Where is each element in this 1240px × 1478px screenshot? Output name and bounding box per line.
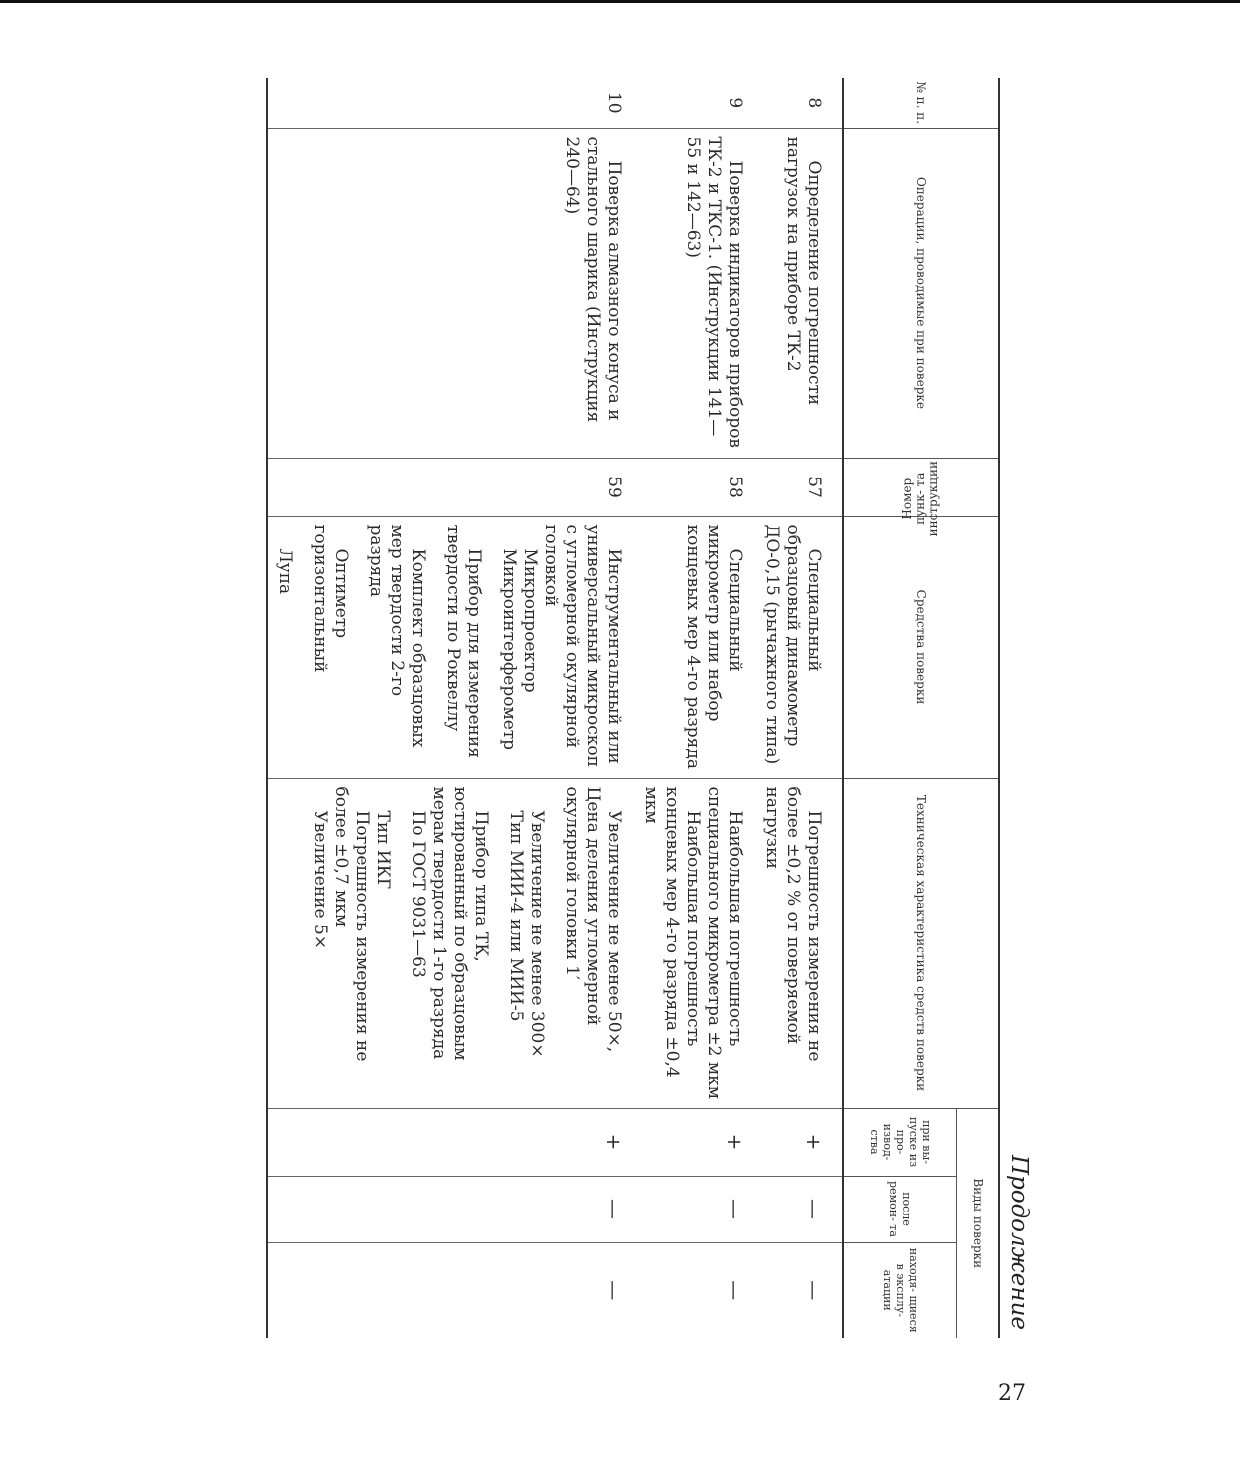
- top-rule: [0, 0, 1240, 3]
- header-specs: Техническая характеристика средств поверки: [843, 778, 999, 1108]
- row-instr-item: 57: [755, 458, 843, 516]
- spec-item: Тип ИКГ: [373, 810, 393, 890]
- mark-release: +: [755, 1108, 843, 1176]
- row-num: 9: [725, 97, 745, 109]
- means-item: Лупа: [275, 548, 295, 595]
- mark-operation: —: [755, 1242, 843, 1338]
- means-item: Микропроектор: [520, 548, 540, 693]
- mark-operation: —: [267, 1242, 634, 1338]
- spec-item: Увеличение 5×: [310, 810, 330, 950]
- means-item: Микроинтерферометр: [499, 548, 519, 751]
- means-item: Комплект образцовых мер твердости 2-го разряда: [366, 524, 428, 748]
- mark-repair: —: [267, 1176, 634, 1242]
- spec-item: Увеличение не менее 50×, Цена деления угломерной окулярной головки 1′: [562, 786, 624, 1053]
- row-means: [267, 516, 634, 778]
- spec-item: Наибольшая погрешность специального микрометра ±2 мкм: [704, 786, 745, 1099]
- mark-release: +: [634, 1108, 755, 1176]
- mark-repair: —: [634, 1176, 755, 1242]
- header-verif-operation: находя- щиеся в эксплу- атации: [843, 1242, 957, 1338]
- row-specs: [755, 778, 843, 1108]
- row-operation: Поверка индикаторов приборов ТК-2 и ТКС-1. (Инструкции 141—55 и 142—63): [634, 128, 755, 458]
- row-num: 10: [267, 78, 634, 128]
- table-header: [843, 78, 999, 1338]
- row-num: 8: [804, 97, 824, 109]
- header-operation: Операции, проводимые при поверке: [843, 128, 999, 458]
- header-verif-release: при вы- пуске из про- извод- ства: [843, 1108, 957, 1176]
- table-body: [267, 78, 843, 1338]
- row-instr-item: 58: [634, 458, 755, 516]
- rotated-table-container: [260, 78, 1040, 1338]
- table-row: [755, 78, 843, 1338]
- row-operation: Определение погрешности нагрузок на приборе ТК-2: [755, 128, 843, 458]
- continuation-label: Продолжение: [1006, 1154, 1032, 1330]
- means-item: Оптиметр горизонтальный: [310, 524, 351, 673]
- spec-item: Увеличение не менее 300×: [527, 810, 547, 1058]
- header-verif-repair: после ремон- та: [843, 1176, 957, 1242]
- means-item: Прибор для измерения твердости по Роквеллу: [443, 524, 484, 758]
- row-operation: Поверка алмазного конуса и стального шарика (Инструкция 240—64): [267, 128, 634, 458]
- row-specs: [634, 778, 755, 1108]
- header-means: Средства поверки: [843, 516, 999, 778]
- header-verif-group: Виды поверки: [957, 1108, 999, 1338]
- mark-release: +: [267, 1108, 634, 1176]
- header-instr-item: Номер пунк- та инструкции: [843, 458, 999, 516]
- mark-operation: —: [634, 1242, 755, 1338]
- page-number: 27: [998, 1381, 1026, 1406]
- verification-table: [266, 78, 1000, 1338]
- spec-item: По ГОСТ 9031—63: [408, 810, 428, 978]
- mark-repair: —: [755, 1176, 843, 1242]
- row-means: [634, 516, 755, 778]
- spec-item: Погрешность измерения не более ±0,7 мкм: [331, 786, 372, 1062]
- row-instr-item: 59: [267, 458, 634, 516]
- table-row: [267, 78, 634, 1338]
- table-row: [634, 78, 755, 1338]
- spec-item: Наибольшая погрешность концевых мер 4-го разряда ±0,4 мкм: [641, 786, 703, 1078]
- means-item: Специальный образцовый динамометр ДО-0,15 (рычажного типа): [762, 524, 824, 765]
- spec-item: Прибор типа ТК, юстированный по образцовым мерам твердости 1-го разряда: [429, 786, 491, 1061]
- means-item: Специальный микрометр или набор концевых мер 4-го разряда: [683, 524, 745, 769]
- row-means: [755, 516, 843, 778]
- spec-item: Погрешность измерения не более ±0,2 % от поверяемой нагрузки: [762, 786, 824, 1062]
- row-specs: [267, 778, 634, 1108]
- means-item: Инструментальный или универсальный микроскоп с угломерной окулярной головкой: [541, 524, 624, 767]
- spec-item: Тип МИИ-4 или МИИ-5: [506, 810, 526, 1022]
- header-num: № п. п.: [843, 78, 999, 128]
